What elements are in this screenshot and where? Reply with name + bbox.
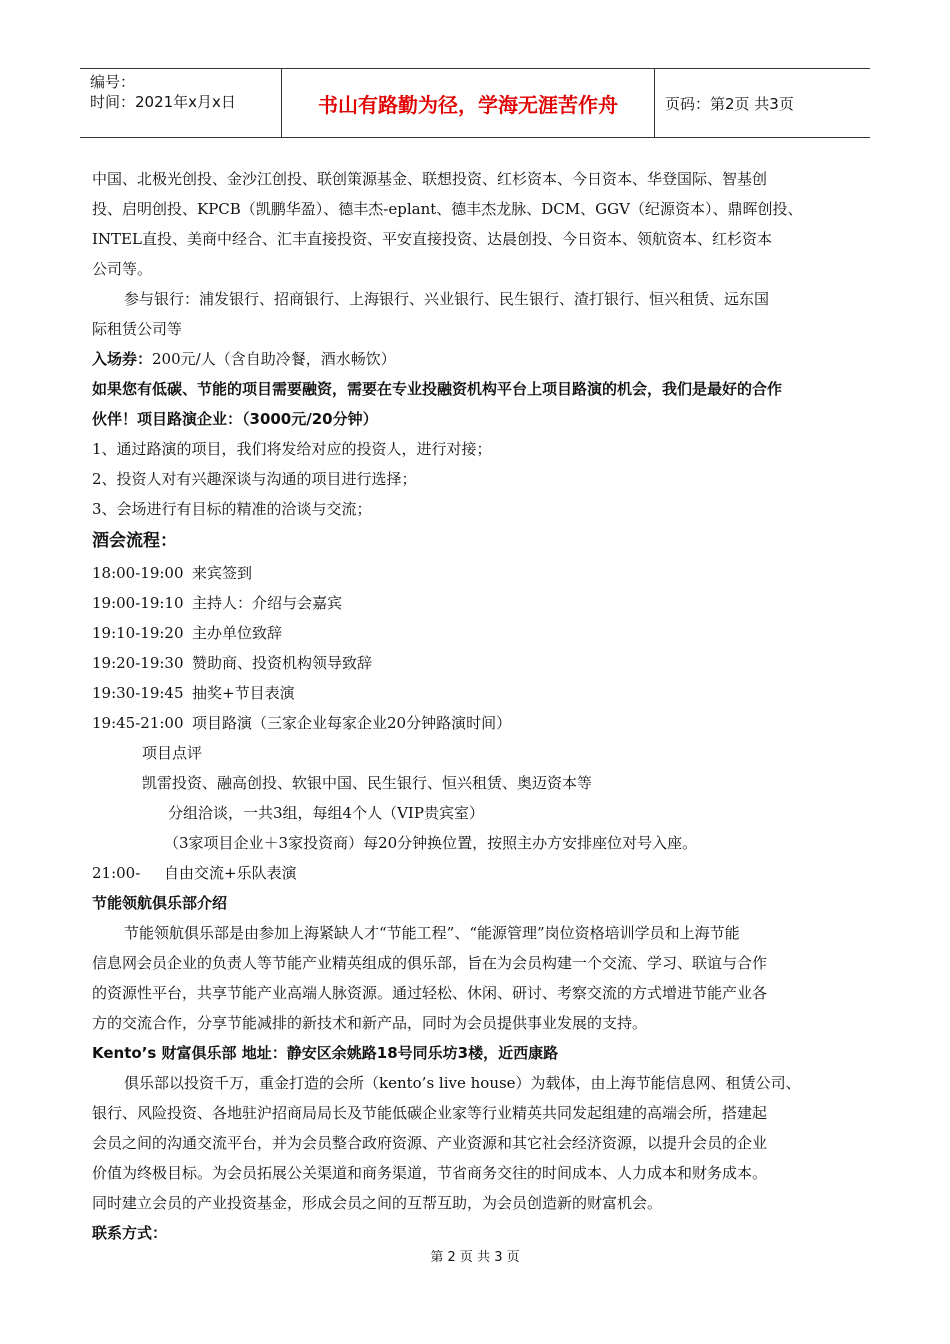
investors-line: 投、启明创投、KPCB（凯鹏华盈）、德丰杰-eplant、德丰杰龙脉、DCM、GGV（纪源资本）、鼎晖创投、 [92,200,803,218]
schedule-item: 主持人：介绍与会嘉宾 [192,594,343,612]
kento-line: 银行、风险投资、各地驻沪招商局局长及节能低碳企业家等行业精英共同发起组建的高端会所，搭建起 [92,1104,768,1122]
pitch-line: 伙伴！项目路演企业：（3000元/20分钟） [92,410,378,428]
club-line: 方的交流合作，分享节能减排的新技术和新产品，同时为会员提供事业发展的支持。 [92,1014,648,1032]
investors-line: 公司等。 [92,260,153,278]
list-item: 1、通过路演的项目，我们将发给对应的投资人，进行对接； [92,440,492,458]
banks-line: 参与银行：浦发银行、招商银行、上海银行、兴业银行、民生银行、渣打银行、恒兴租赁、远东国 [124,290,770,308]
schedule-item: 赞助商、投资机构领导致辞 [192,654,373,672]
header-meta [80,69,282,137]
kento-line: 俱乐部以投资千万，重金打造的会所（kento’s live house）为载体，由上海节能信息网、租赁公司、 [124,1074,801,1092]
ticket-label: 入场券： [92,350,153,368]
pitch-line: 如果您有低碳、节能的项目需要融资，需要在专业投融资机构平台上项目路演的机会，我们是最好的合作 [92,380,783,398]
header-time: 时间：2021年x月x日 [90,93,236,111]
page-header [80,68,870,138]
club-line: 信息网会员企业的负责人等节能产业精英组成的俱乐部，旨在为会员构建一个交流、学习、联谊与合作 [92,954,768,972]
header-number: 编号： [90,73,136,91]
schedule-time: 19:10-19:20 [92,624,184,642]
club-heading: 节能领航俱乐部介绍 [92,894,228,912]
schedule-time: 19:00-19:10 [92,594,184,612]
schedule-row [92,618,872,648]
schedule-time: 19:45-21:00 [92,714,184,732]
kento-line: 同时建立会员的产业投资基金，形成会员之间的互帮互助，为会员创造新的财富机会。 [92,1194,663,1212]
schedule-row [92,678,872,708]
club-line: 节能领航俱乐部是由参加上海紧缺人才“节能工程”、“能源管理”岗位资格培训学员和上海节能 [124,924,740,942]
page-footer: 第 2 页 共 3 页 [430,1250,520,1265]
kento-line: 价值为终极目标。为会员拓展公关渠道和商务渠道，节省商务交往的时间成本、人力成本和财务成本。 [92,1164,768,1182]
schedule-group-note: （3家项目企业＋3家投资商）每20分钟换位置，按照主办方安排座位对号入座。 [164,834,698,852]
kento-heading: Kento’s 财富俱乐部 地址：静安区余姚路18号同乐坊3楼，近西康路 [92,1044,559,1062]
schedule-item: 项目路演（三家企业每家企业20分钟路演时间） [192,714,512,732]
banks-line: 际租赁公司等 [92,320,183,338]
schedule-item: 主办单位致辞 [192,624,283,642]
schedule-time: 19:30-19:45 [92,684,184,702]
list-item: 3、会场进行有目标的精准的洽谈与交流； [92,500,372,518]
schedule-time: 21:00- [92,864,141,882]
schedule-row [92,558,872,588]
schedule-row [92,648,872,678]
schedule-reviewers: 凯雷投资、融高创投、软银中国、民生银行、恒兴租赁、奥迈资本等 [142,774,593,792]
ticket-value: 200元/人（含自助冷餐，酒水畅饮） [152,350,396,368]
schedule-time: 18:00-19:00 [92,564,184,582]
ticket-line [92,344,872,374]
schedule-review: 项目点评 [142,744,203,762]
schedule-item: 自由交流+乐队表演 [164,864,297,882]
schedule-row [92,858,872,888]
schedule-time: 19:20-19:30 [92,654,184,672]
list-item: 2、投资人对有兴趣深谈与沟通的项目进行选择； [92,470,417,488]
investors-line: INTEL直投、美商中经合、汇丰直接投资、平安直接投资、达晨创投、今日资本、领航资本、红杉资本 [92,230,772,248]
document-body [92,164,872,1248]
club-line: 的资源性平台，共享节能产业高端人脉资源。通过轻松、休闲、研讨、考察交流的方式增进节能产业各 [92,984,768,1002]
header-page-number: 页码：第2页 共3页 [665,94,794,113]
schedule-heading: 酒会流程： [92,531,177,551]
schedule-row [92,708,872,738]
schedule-item: 来宾签到 [192,564,253,582]
schedule-item: 抽奖+节目表演 [192,684,295,702]
schedule-group-talk: 分组洽谈，一共3组，每组4个人（VIP贵宾室） [168,804,484,822]
kento-line: 会员之间的沟通交流平台，并为会员整合政府资源、产业资源和其它社会经济资源，以提升会员的企业 [92,1134,768,1152]
schedule-row [92,588,872,618]
header-motto: 书山有路勤为径，学海无涯苦作舟 [282,69,655,137]
contact-heading: 联系方式： [92,1224,168,1242]
investors-line: 中国、北极光创投、金沙江创投、联创策源基金、联想投资、红杉资本、今日资本、华登国际、智基创 [92,170,768,188]
